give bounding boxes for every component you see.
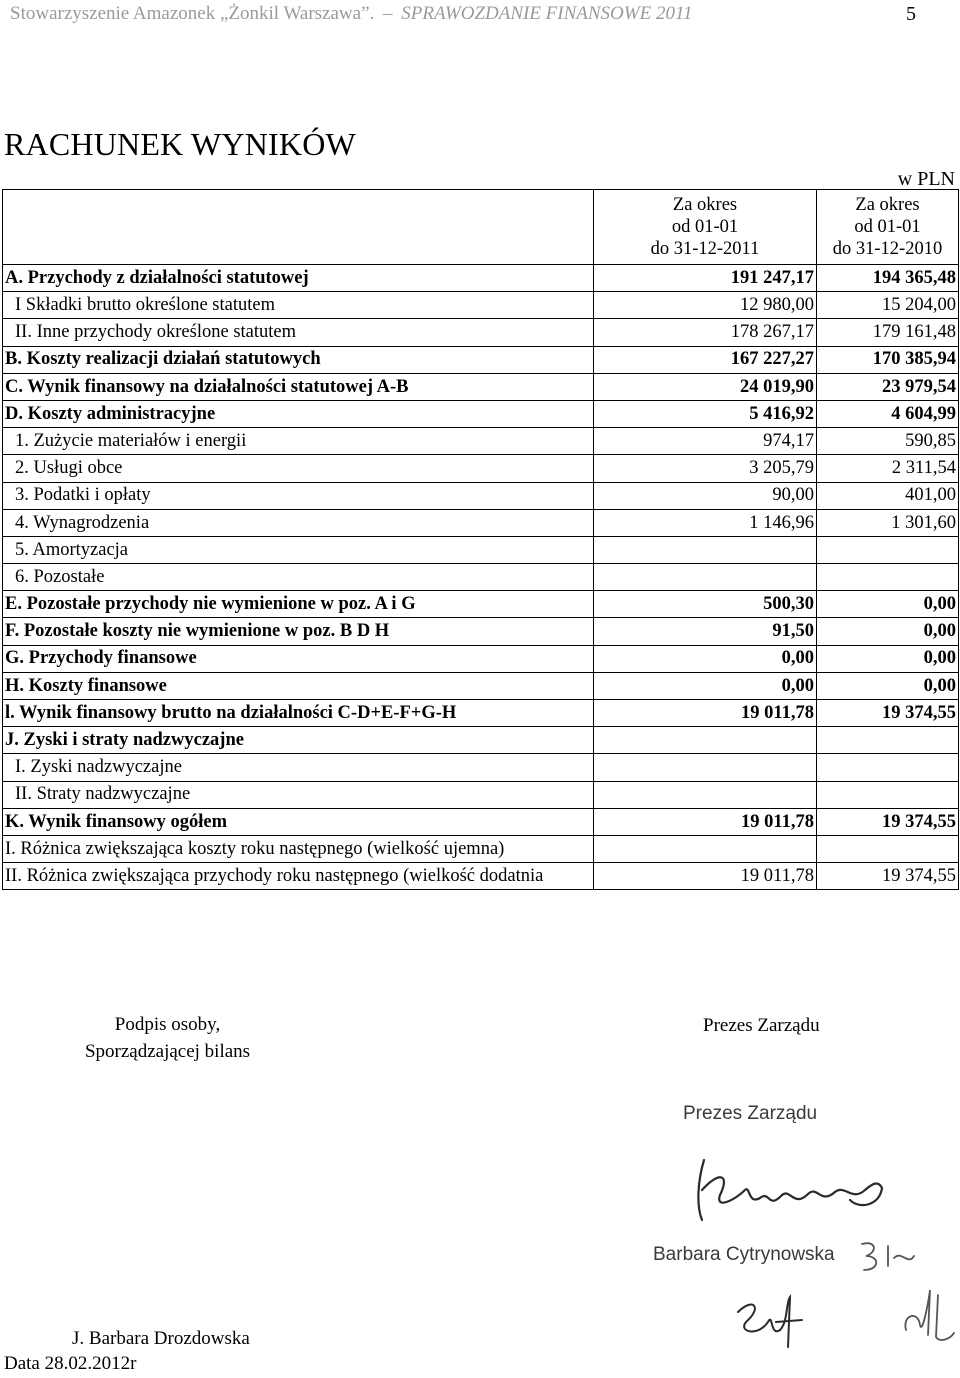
table-row <box>3 346 959 373</box>
table-row <box>3 455 959 482</box>
row-label: A. Przychody z działalności statutowej <box>3 265 594 292</box>
value-2010: 0,00 <box>817 618 959 645</box>
value-2011 <box>594 781 817 808</box>
value-2011: 1 146,96 <box>594 509 817 536</box>
row-label: 2. Usługi obce <box>3 455 594 482</box>
value-2011: 19 011,78 <box>594 700 817 727</box>
table-row <box>3 835 959 862</box>
period-2010-line-1: Za okres <box>855 195 920 215</box>
document-date: Data 28.02.2012r <box>4 1353 137 1374</box>
period-2011-header <box>594 190 817 265</box>
value-2010: 23 979,54 <box>817 373 959 400</box>
table-row <box>3 428 959 455</box>
table-row <box>3 618 959 645</box>
value-2011: 0,00 <box>594 645 817 672</box>
table-row <box>3 700 959 727</box>
row-label: J. Zyski i straty nadzwyczajne <box>3 727 594 754</box>
value-2010: 0,00 <box>817 645 959 672</box>
row-label: 6. Pozostałe <box>3 564 594 591</box>
value-2011 <box>594 536 817 563</box>
value-2010: 19 374,55 <box>817 700 959 727</box>
value-2011: 12 980,00 <box>594 292 817 319</box>
value-2011: 24 019,90 <box>594 373 817 400</box>
period-2010-line-3: do 31-12-2010 <box>832 239 943 259</box>
row-label: I Składki brutto określone statutem <box>3 292 594 319</box>
report-name: SPRAWOZDANIE FINANSOWE 2011 <box>401 3 693 24</box>
value-2010: 0,00 <box>817 591 959 618</box>
value-2010: 179 161,48 <box>817 319 959 346</box>
president-signature <box>690 1150 890 1230</box>
value-2010 <box>817 564 959 591</box>
row-label: H. Koszty finansowe <box>3 672 594 699</box>
row-label: C. Wynik finansowy na działalności statutowej A-B <box>3 373 594 400</box>
table-row <box>3 591 959 618</box>
row-label: II. Inne przychody określone statutem <box>3 319 594 346</box>
table-row <box>3 564 959 591</box>
row-label: K. Wynik finansowy ogółem <box>3 808 594 835</box>
value-2011: 178 267,17 <box>594 319 817 346</box>
income-statement-table <box>2 189 959 890</box>
row-label: I. Różnica zwiększająca koszty roku następnego (wielkość ujemna) <box>3 835 594 862</box>
table-row <box>3 265 959 292</box>
document-title: RACHUNEK WYNIKÓW <box>4 126 356 162</box>
value-2010: 194 365,48 <box>817 265 959 292</box>
income-statement-body <box>3 190 959 890</box>
value-2011 <box>594 754 817 781</box>
row-label: B. Koszty realizacji działań statutowych <box>3 346 594 373</box>
organization-name: Stowarzyszenie Amazonek „Żonkil Warszawa”. <box>10 3 375 24</box>
row-label: G. Przychody finansowe <box>3 645 594 672</box>
value-2011: 5 416,92 <box>594 400 817 427</box>
value-2011: 19 011,78 <box>594 863 817 890</box>
table-row <box>3 808 959 835</box>
value-2011 <box>594 835 817 862</box>
value-2010: 1 301,60 <box>817 509 959 536</box>
value-2011 <box>594 564 817 591</box>
value-2010: 401,00 <box>817 482 959 509</box>
preparer-name: J. Barbara Drozdowska <box>72 1328 250 1349</box>
table-row <box>3 319 959 346</box>
approval-initials <box>898 1285 958 1345</box>
value-2011 <box>594 727 817 754</box>
value-2011: 191 247,17 <box>594 265 817 292</box>
value-2011: 167 227,27 <box>594 346 817 373</box>
value-2010: 0,00 <box>817 672 959 699</box>
row-label: D. Koszty administracyjne <box>3 400 594 427</box>
stamp-title: Prezes Zarządu <box>683 1103 818 1124</box>
period-2011-line-3: do 31-12-2011 <box>650 239 760 259</box>
table-row <box>3 509 959 536</box>
period-2011-line-1: Za okres <box>672 195 738 215</box>
value-2011: 500,30 <box>594 591 817 618</box>
preparer-label-line-2: Sporządzającej bilans <box>84 1041 251 1062</box>
value-2010: 170 385,94 <box>817 346 959 373</box>
table-row <box>3 536 959 563</box>
table-row <box>3 482 959 509</box>
header-dash: – <box>383 3 393 24</box>
row-label: I. Zyski nadzwyczajne <box>3 754 594 781</box>
period-2011-line-2: od 01-01 <box>671 217 739 237</box>
board-signature-label: Prezes Zarządu <box>703 1015 820 1036</box>
table-row <box>3 727 959 754</box>
row-label: 1. Zużycie materiałów i energii <box>3 428 594 455</box>
value-2010 <box>817 536 959 563</box>
preparer-label-line-1: Podpis osoby, <box>114 1014 221 1035</box>
table-header-row <box>3 190 959 265</box>
page-number: 5 <box>906 3 916 25</box>
value-2010: 2 311,54 <box>817 455 959 482</box>
value-2011: 3 205,79 <box>594 455 817 482</box>
table-row <box>3 781 959 808</box>
stamp-initials <box>858 1236 918 1276</box>
stamp-name: Barbara Cytrynowska <box>653 1244 835 1265</box>
value-2010 <box>817 835 959 862</box>
value-2010: 4 604,99 <box>817 400 959 427</box>
row-label: E. Pozostałe przychody nie wymienione w poz. A i G <box>3 591 594 618</box>
row-label: 5. Amortyzacja <box>3 536 594 563</box>
table-row <box>3 400 959 427</box>
row-label: F. Pozostałe koszty nie wymienione w poz. B D H <box>3 618 594 645</box>
value-2011: 19 011,78 <box>594 808 817 835</box>
value-2010 <box>817 754 959 781</box>
table-row <box>3 645 959 672</box>
value-2010: 19 374,55 <box>817 808 959 835</box>
row-label: 3. Podatki i opłaty <box>3 482 594 509</box>
preparer-signature-label <box>70 1011 265 1065</box>
row-label: l. Wynik finansowy brutto na działalności C-D+E-F+G-H <box>3 700 594 727</box>
row-label: II. Straty nadzwyczajne <box>3 781 594 808</box>
value-2011: 91,50 <box>594 618 817 645</box>
value-2010 <box>817 781 959 808</box>
value-2011: 90,00 <box>594 482 817 509</box>
page-header <box>10 3 920 25</box>
value-2010: 19 374,55 <box>817 863 959 890</box>
table-row <box>3 292 959 319</box>
table-row <box>3 754 959 781</box>
table-row <box>3 863 959 890</box>
period-2010-line-2: od 01-01 <box>854 217 921 237</box>
period-2010-header <box>817 190 959 265</box>
value-2010: 590,85 <box>817 428 959 455</box>
label-header-cell <box>3 190 594 265</box>
preparer-signature <box>728 1292 808 1352</box>
value-2010: 15 204,00 <box>817 292 959 319</box>
table-row <box>3 373 959 400</box>
row-label: 4. Wynagrodzenia <box>3 509 594 536</box>
value-2011: 0,00 <box>594 672 817 699</box>
currency-note: w PLN <box>897 168 955 190</box>
value-2011: 974,17 <box>594 428 817 455</box>
row-label: II. Różnica zwiększająca przychody roku następnego (wielkość dodatnia <box>3 863 594 890</box>
value-2010 <box>817 727 959 754</box>
table-row <box>3 672 959 699</box>
